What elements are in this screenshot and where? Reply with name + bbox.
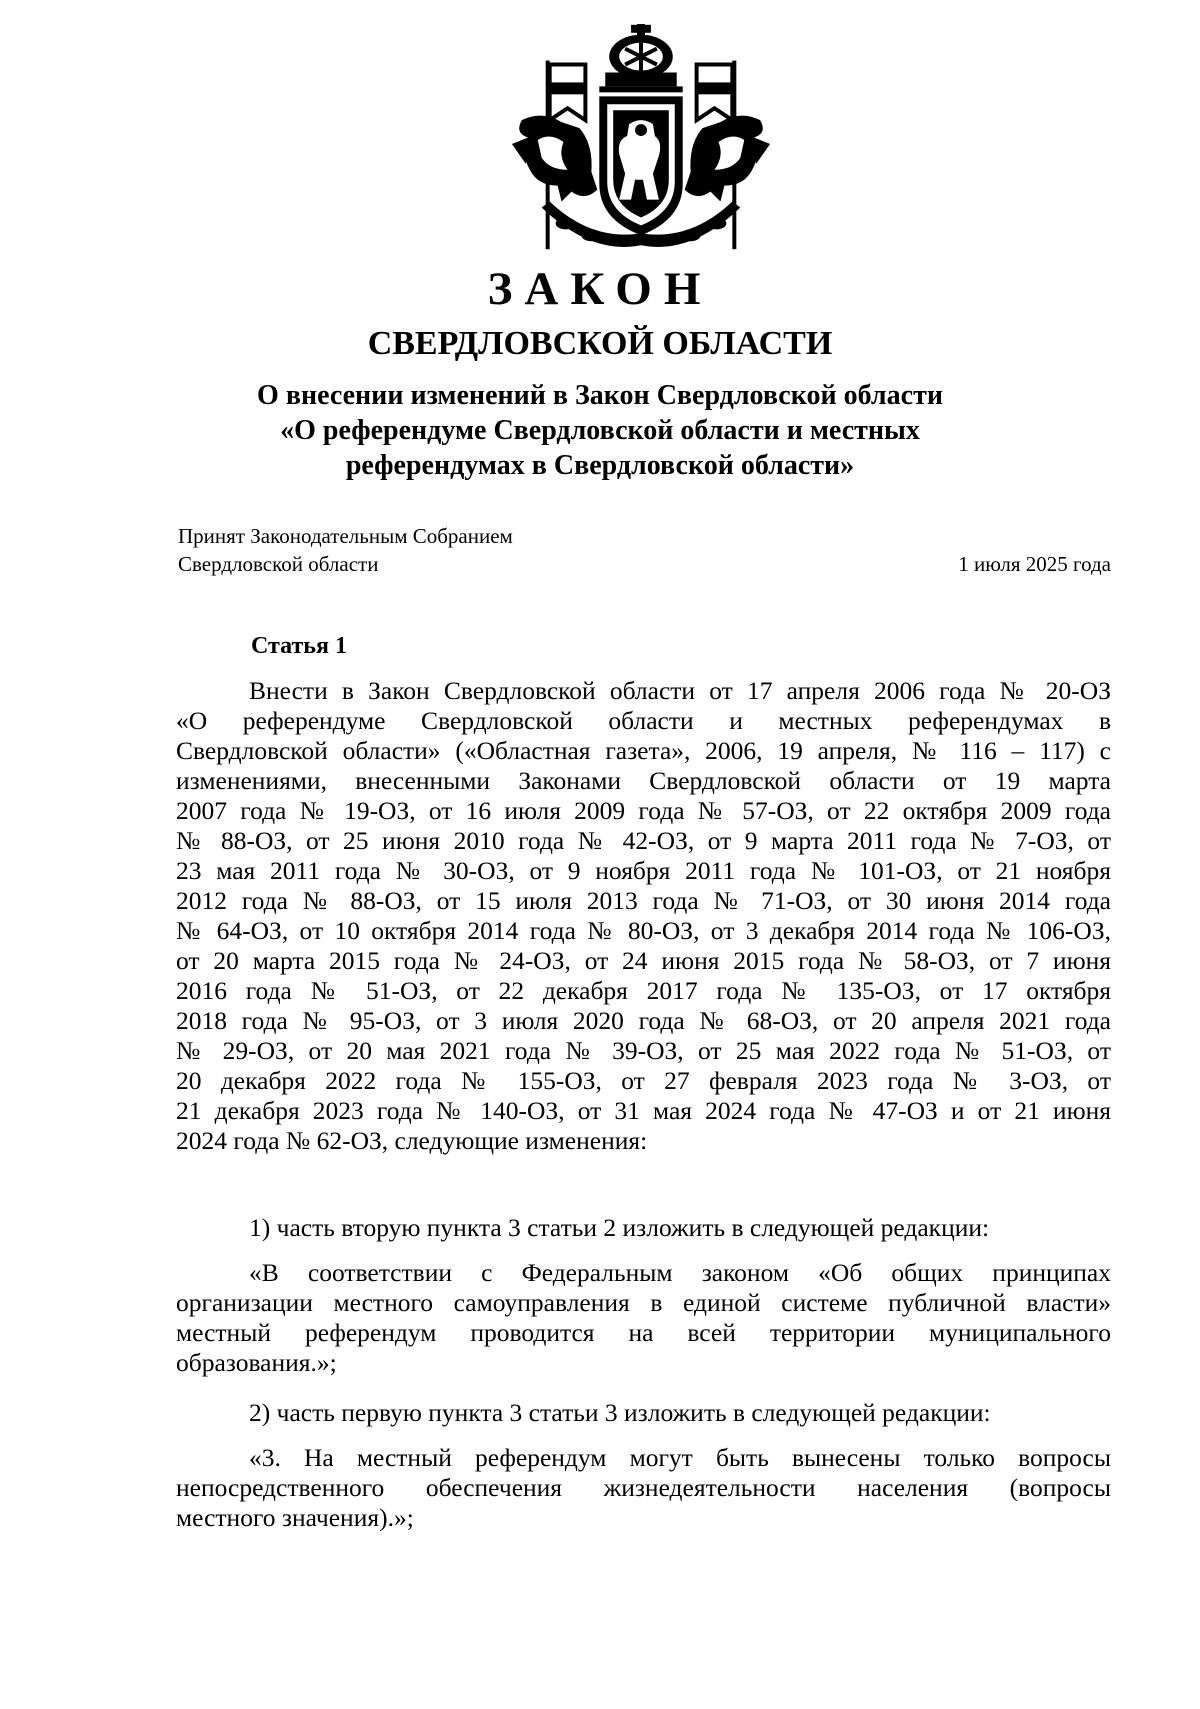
document-region: СВЕРДЛОВСКОЙ ОБЛАСТИ [367, 325, 833, 362]
paragraph-line: «В соответствии с Федеральным законом «Об общих принципах [249, 1258, 1111, 1287]
law-subject-line: О внесении изменений в Закон Свердловской области [257, 380, 943, 411]
article-main-paragraph [176, 676, 1111, 1156]
amendment-item-1 [176, 1213, 1111, 1243]
paragraph-line: 20 декабря 2022 года № 155-ОЗ, от 27 февраля 2023 года № 3-ОЗ, от [176, 1066, 1111, 1095]
paragraph-line: изменениями, внесенными Законами Свердловской области от 19 марта [176, 766, 1111, 795]
paragraph-line: Внести в Закон Свердловской области от 17 апреля 2006 года № 20-ОЗ [249, 676, 1111, 705]
griffin-left-icon [512, 116, 597, 202]
amendment-quote-2 [176, 1443, 1111, 1533]
paragraph-line: «3. На местный референдум могут быть вынесены только вопросы [249, 1443, 1111, 1472]
document-title: ЗАКОН [487, 263, 713, 315]
paragraph-line: образования.»; [176, 1348, 337, 1377]
amendment-quote-1 [176, 1258, 1111, 1378]
law-subject-line: референдумах в Свердловской области» [345, 450, 855, 481]
adoption-line: Свердловской области [178, 552, 379, 576]
paragraph-line: 2024 года № 62-ОЗ, следующие изменения: [176, 1126, 648, 1155]
crown-icon [599, 24, 682, 92]
amendment-item-2 [176, 1398, 1111, 1428]
paragraph-line: 2016 года № 51-ОЗ, от 22 декабря 2017 года № 135-ОЗ, от 17 октября [176, 976, 1111, 1005]
paragraph-line: 1) часть вторую пункта 3 статьи 2 изложить в следующей редакции: [249, 1213, 990, 1242]
paragraph-line: «О референдуме Свердловской области и местных референдумах в [176, 706, 1111, 735]
article-heading: Статья 1 [251, 633, 347, 659]
paragraph-line: № 64-ОЗ, от 10 октября 2014 года № 80-ОЗ, от 3 декабря 2014 года № 106-ОЗ, [176, 916, 1111, 945]
paragraph-line: местного значения).»; [176, 1503, 414, 1532]
paragraph-line: местный референдум проводится на всей территории муниципального [176, 1318, 1111, 1347]
adoption-date: 1 июля 2025 года [958, 552, 1111, 576]
adoption-note [178, 522, 513, 578]
paragraph-line: Свердловской области» («Областная газета», 2006, 19 апреля, № 116 – 117) с [176, 736, 1111, 765]
paragraph-line: непосредственного обеспечения жизнедеятельности населения (вопросы [176, 1473, 1111, 1502]
griffin-right-icon [685, 116, 770, 202]
paragraph-line: 23 мая 2011 года № 30-ОЗ, от 9 ноября 2011 года № 101-ОЗ, от 21 ноября [176, 856, 1111, 885]
paragraph-line: от 20 марта 2015 года № 24-ОЗ, от 24 июня 2015 года № 58-ОЗ, от 7 июня [176, 946, 1111, 975]
paragraph-line: организации местного самоуправления в единой системе публичной власти» [176, 1288, 1111, 1317]
law-subject-line: «О референдуме Свердловской области и местных [280, 415, 920, 446]
paragraph-line: 2007 года № 19-ОЗ, от 16 июля 2009 года № 57-ОЗ, от 22 октября 2009 года [176, 796, 1111, 825]
coat-of-arms-emblem [502, 24, 780, 256]
paragraph-line: 2012 года № 88-ОЗ, от 15 июля 2013 года № 71-ОЗ, от 30 июня 2014 года [176, 886, 1111, 915]
adoption-line: Принят Законодательным Собранием [178, 524, 513, 548]
paragraph-line: 21 декабря 2023 года № 140-ОЗ, от 31 мая 2024 года № 47-ОЗ и от 21 июня [176, 1096, 1111, 1125]
paragraph-line: 2) часть первую пункта 3 статьи 3 изложить в следующей редакции: [249, 1398, 991, 1427]
shield-icon [599, 96, 682, 235]
paragraph-line: 2018 года № 95-ОЗ, от 3 июля 2020 года № 68-ОЗ, от 20 апреля 2021 года [176, 1006, 1111, 1035]
paragraph-line: № 88-ОЗ, от 25 июня 2010 года № 42-ОЗ, от 9 марта 2011 года № 7-ОЗ, от [176, 826, 1111, 855]
law-subject [0, 378, 1200, 483]
paragraph-line: № 29-ОЗ, от 20 мая 2021 года № 39-ОЗ, от 25 мая 2022 года № 51-ОЗ, от [176, 1036, 1111, 1065]
